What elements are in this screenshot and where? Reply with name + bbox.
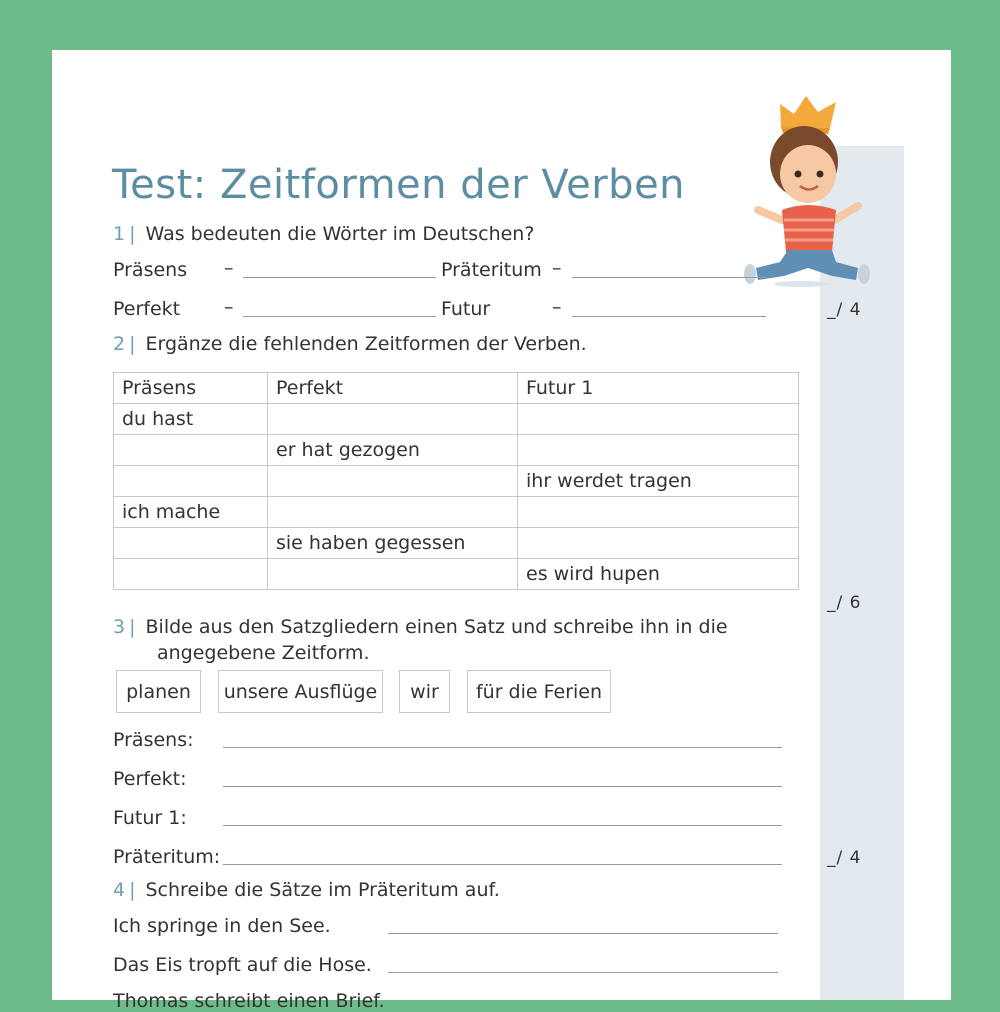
table-cell[interactable] (268, 466, 518, 497)
answer-line[interactable] (388, 933, 778, 934)
table-row (114, 497, 799, 528)
term-label: Präsens (113, 259, 188, 281)
word-box: planen (116, 670, 201, 713)
answer-line[interactable] (243, 316, 436, 317)
answer-line[interactable] (223, 747, 782, 748)
table-cell[interactable]: ich mache (114, 497, 268, 528)
term-label: Perfekt (113, 298, 181, 320)
table-cell[interactable] (518, 435, 799, 466)
table-cell[interactable]: du hast (114, 404, 268, 435)
word-box: unsere Ausflüge (218, 670, 383, 713)
table-row (114, 528, 799, 559)
sentence-label: Das Eis tropft auf die Hose. (113, 954, 372, 976)
question-separator: | (129, 333, 136, 355)
table-row (114, 404, 799, 435)
table-cell[interactable]: sie haben gegessen (268, 528, 518, 559)
word-box: wir (399, 670, 450, 713)
question-text-line-1: Bilde aus den Satzgliedern einen Satz und schreibe ihn in die (145, 616, 728, 638)
question-number: 1 (113, 223, 126, 245)
tense-label: Präsens: (113, 729, 194, 751)
table-cell[interactable] (518, 404, 799, 435)
table-row (114, 559, 799, 590)
question-text: Was bedeuten die Wörter im Deutschen? (145, 223, 535, 245)
question-1-heading (113, 223, 534, 245)
score-q1: _/ 4 (827, 300, 862, 320)
answer-line[interactable] (243, 277, 436, 278)
question-separator: | (129, 616, 136, 638)
question-text: Ergänze die fehlenden Zeitformen der Verben. (145, 333, 587, 355)
question-number: 3 (113, 616, 126, 638)
tense-label: Präteritum: (113, 846, 221, 868)
question-text-line-2: angegebene Zeitform. (157, 642, 370, 664)
table-cell[interactable] (268, 559, 518, 590)
score-q2: _/ 6 (827, 593, 862, 613)
question-text: Schreibe die Sätze im Präteritum auf. (145, 879, 500, 901)
answer-line[interactable] (223, 786, 782, 787)
table-cell[interactable] (114, 559, 268, 590)
answer-line[interactable] (572, 277, 766, 278)
dash: – (224, 257, 234, 279)
column-header: Perfekt (268, 373, 518, 404)
table-cell[interactable] (114, 528, 268, 559)
table-cell[interactable] (114, 435, 268, 466)
term-label: Präteritum (441, 259, 542, 281)
verb-table (113, 372, 799, 590)
column-header: Futur 1 (518, 373, 799, 404)
page-title: Test: Zeitformen der Verben (112, 162, 686, 208)
tense-label: Futur 1: (113, 807, 187, 829)
term-label: Futur (441, 298, 491, 320)
dash: – (552, 257, 562, 279)
table-cell[interactable] (114, 466, 268, 497)
table-cell[interactable]: ihr werdet tragen (518, 466, 799, 497)
table-cell[interactable]: er hat gezogen (268, 435, 518, 466)
table-header-row (114, 373, 799, 404)
answer-line[interactable] (388, 972, 778, 973)
table-cell[interactable] (518, 497, 799, 528)
question-number: 2 (113, 333, 126, 355)
question-separator: | (129, 223, 136, 245)
tense-label: Perfekt: (113, 768, 187, 790)
table-cell[interactable] (268, 497, 518, 528)
dash: – (224, 296, 234, 318)
table-cell[interactable] (268, 404, 518, 435)
question-number: 4 (113, 879, 126, 901)
question-4-heading (113, 879, 500, 901)
question-3-heading (113, 616, 728, 638)
score-q3: _/ 4 (827, 848, 862, 868)
table-cell[interactable] (518, 528, 799, 559)
table-cell[interactable]: es wird hupen (518, 559, 799, 590)
column-header: Präsens (114, 373, 268, 404)
answer-line[interactable] (572, 316, 766, 317)
word-box: für die Ferien (467, 670, 611, 713)
table-row (114, 435, 799, 466)
sentence-label: Ich springe in den See. (113, 915, 331, 937)
answer-line[interactable] (223, 864, 782, 865)
sentence-label: Thomas schreibt einen Brief. (113, 990, 385, 1012)
answer-line[interactable] (223, 825, 782, 826)
question-2-heading (113, 333, 587, 355)
table-row (114, 466, 799, 497)
dash: – (552, 296, 562, 318)
question-separator: | (129, 879, 136, 901)
boy-with-crown-illustration (736, 82, 876, 292)
